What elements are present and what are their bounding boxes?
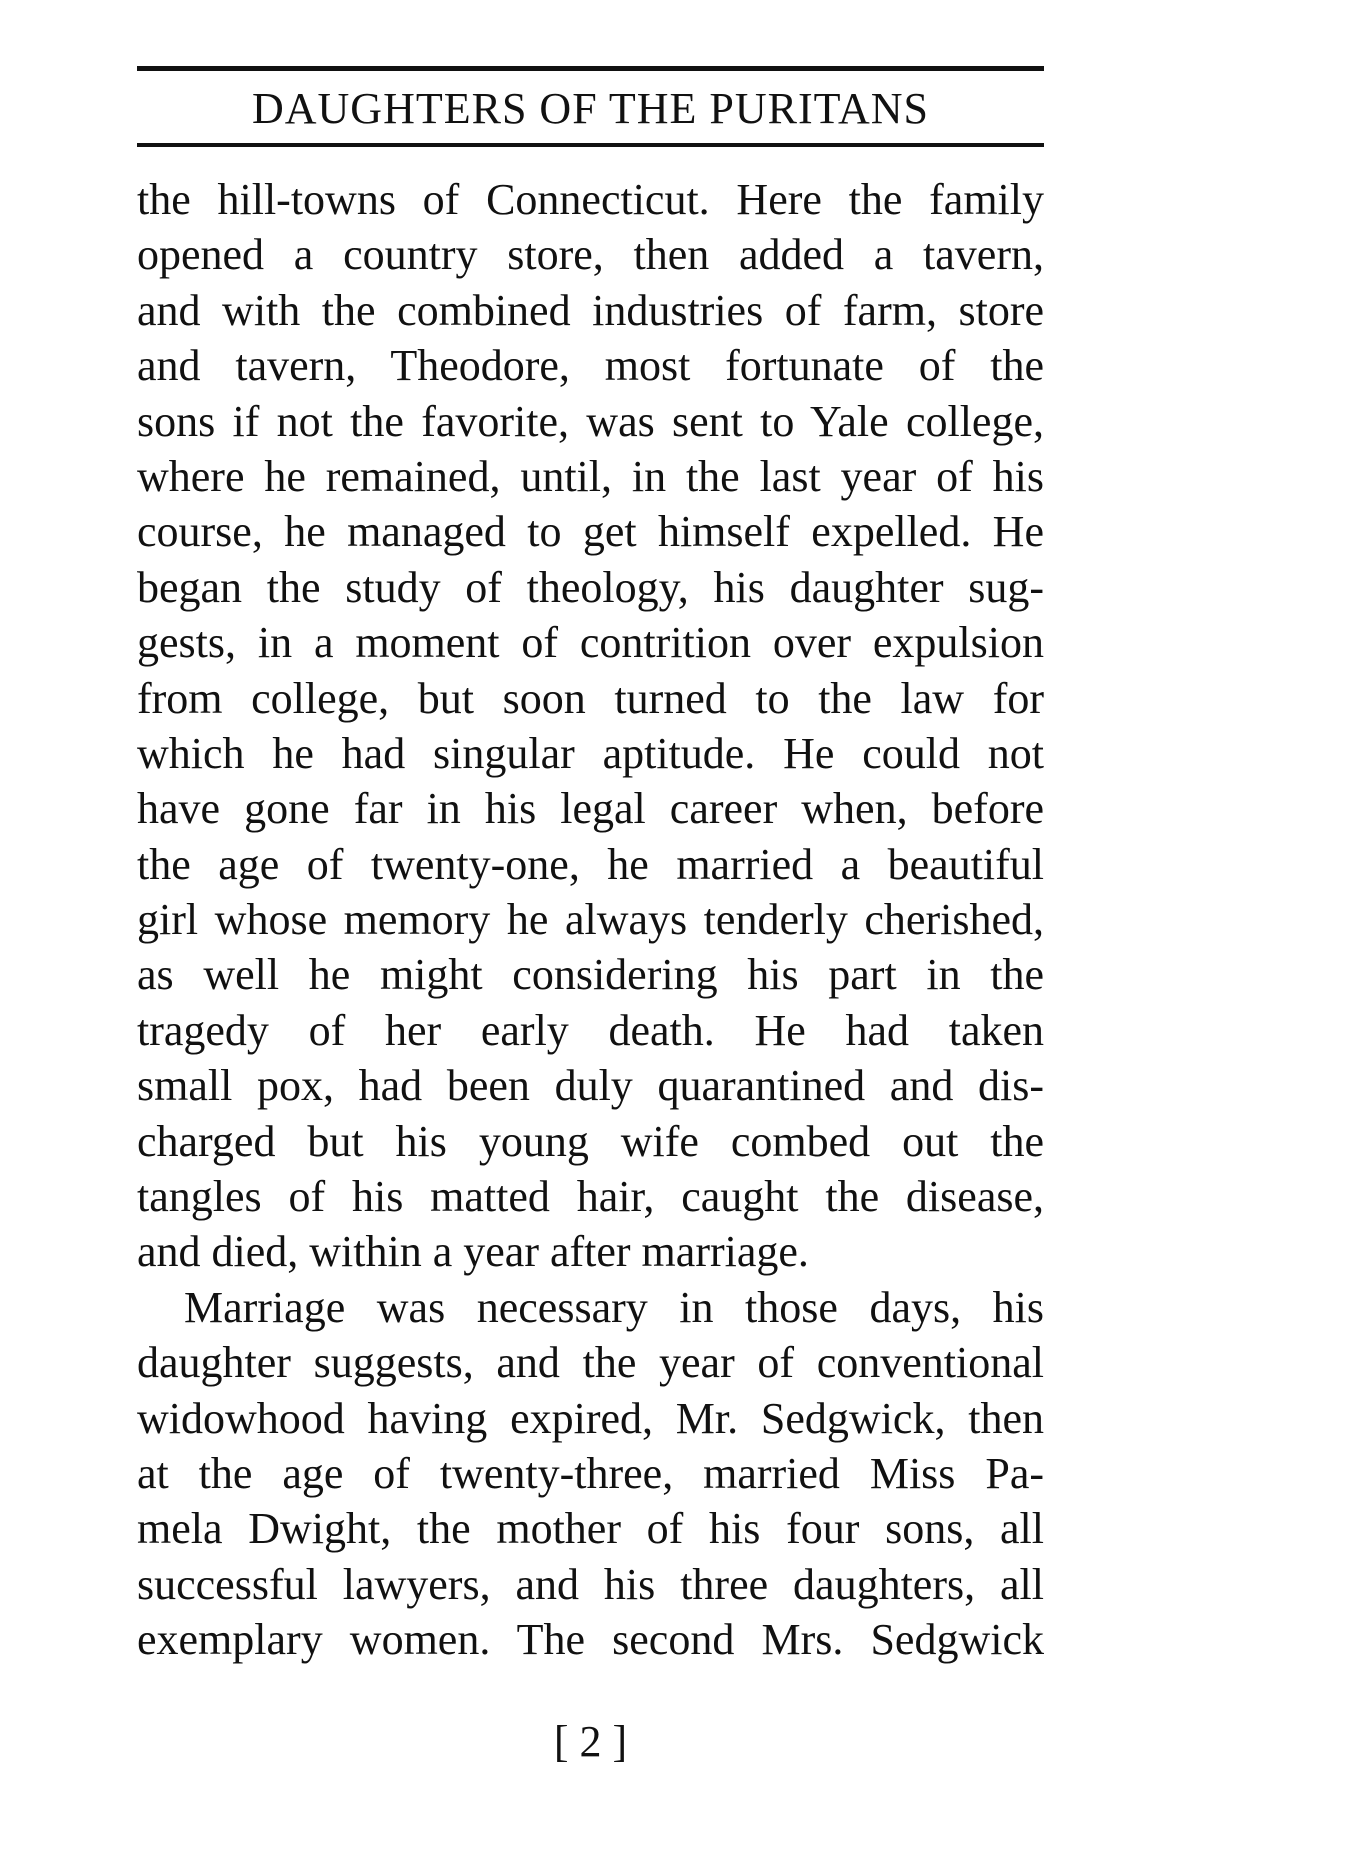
running-title: DAUGHTERS OF THE PURITANS [251,84,930,133]
text-line: the age of twenty-one, he married a beautiful [137,839,1044,889]
text-line-paragraph-end: and died, within a year after marriage. [137,1227,809,1277]
text-line: as well he might considering his part in the [137,950,1044,1000]
header-bottom-rule [137,143,1044,147]
text-line: at the age of twenty-three, married Miss Pa- [137,1448,1044,1498]
text-line: mela Dwight, the mother of his four sons, all [137,1504,1044,1554]
text-line: which he had singular aptitude. He could not [137,728,1044,778]
text-line: widowhood having expired, Mr. Sedgwick, then [137,1393,1044,1443]
text-line: from college, but soon turned to the law for [137,673,1044,723]
text-line: girl whose memory he always tenderly cherished, [137,895,1044,945]
text-line: charged but his young wife combed out the [137,1116,1044,1166]
text-line: and with the combined industries of farm, store [137,285,1044,335]
text-line: exemplary women. The second Mrs. Sedgwick [137,1615,1044,1665]
text-line: opened a country store, then added a tavern, [137,230,1044,280]
text-line: daughter suggests, and the year of conventional [137,1338,1044,1388]
text-line: began the study of theology, his daughter sug- [137,562,1044,612]
text-line: the hill-towns of Connecticut. Here the family [137,175,1044,224]
text-line: small pox, had been duly quarantined and dis- [137,1061,1044,1111]
text-line: and tavern, Theodore, most fortunate of the [137,341,1044,391]
text-line: sons if not the favorite, was sent to Yale college, [137,396,1044,446]
text-line-paragraph-start: Marriage was necessary in those days, his [184,1282,1044,1332]
text-line: tragedy of her early death. He had taken [137,1005,1044,1055]
text-line: course, he managed to get himself expelled. He [137,507,1044,557]
text-line: have gone far in his legal career when, before [137,784,1044,834]
page-number: [ 2 ] [553,1717,628,1766]
text-line: successful lawyers, and his three daughters, all [137,1559,1044,1609]
body-text [137,172,1044,1668]
text-line: gests, in a moment of contrition over expulsion [137,618,1044,668]
text-line: tangles of his matted hair, caught the disease, [137,1172,1044,1222]
text-line: where he remained, until, in the last year of his [137,451,1044,501]
header-top-rule [137,66,1044,71]
